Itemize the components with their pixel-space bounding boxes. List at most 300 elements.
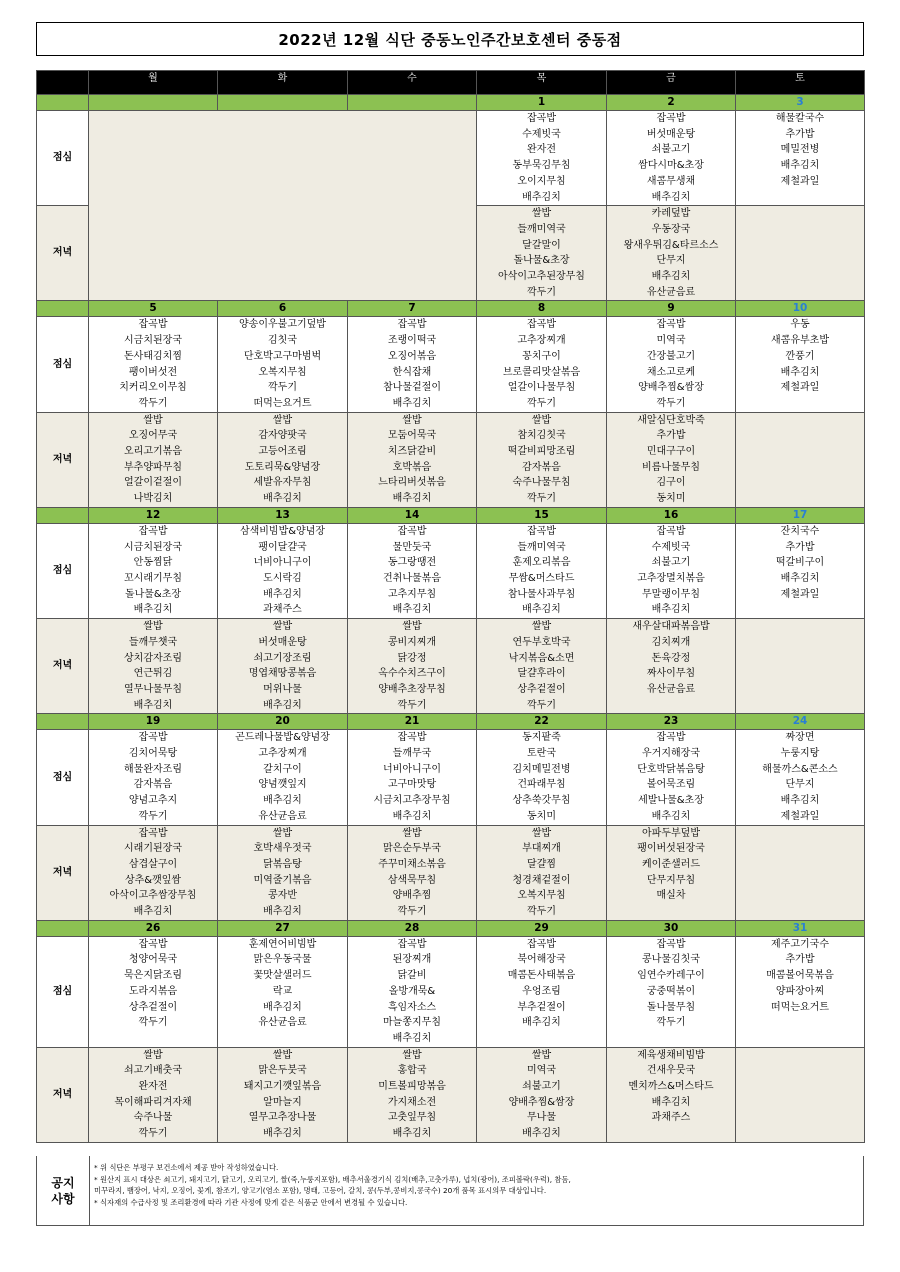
lunch-menu-cell bbox=[348, 317, 477, 412]
menu-item: 김치어묵탕 bbox=[128, 748, 178, 760]
menu-item: 해물칼국수 bbox=[775, 113, 825, 124]
dinner-menu-cell bbox=[348, 1047, 477, 1142]
dinner-menu-cell bbox=[477, 619, 607, 714]
menu-item: 상추쑥갓무침 bbox=[512, 795, 571, 807]
lunch-label: 점심 bbox=[37, 111, 89, 206]
lunch-menu-cell bbox=[348, 936, 477, 1047]
lunch-menu-cell bbox=[477, 111, 607, 206]
menu-item: 알마늘지 bbox=[263, 1096, 302, 1108]
notice-body bbox=[90, 1156, 863, 1225]
menu-item: 추가밥 bbox=[785, 541, 815, 553]
menu-item: 아삭이고추쌈장무침 bbox=[109, 890, 197, 902]
dinner-label: 저녁 bbox=[37, 825, 89, 920]
menu-item: 건파래무침 bbox=[517, 779, 566, 791]
menu-item: 올방개묵& bbox=[388, 985, 436, 997]
date-cell: 3 bbox=[736, 95, 865, 111]
menu-item: 우거지해장국 bbox=[642, 748, 700, 760]
dinner-menu-cell bbox=[348, 412, 477, 507]
menu-item: 깍두기 bbox=[138, 810, 168, 822]
lunch-menu-cell bbox=[607, 936, 736, 1047]
menu-item: 된장찌개 bbox=[392, 954, 432, 966]
menu-item: 잡곡밥 bbox=[527, 319, 556, 331]
menu-item: 배추김치 bbox=[263, 795, 302, 807]
menu-item: 매콤볼어묵볶음 bbox=[766, 970, 834, 982]
lunch-menu-cell bbox=[477, 936, 607, 1047]
menu-item: 유산균음료 bbox=[258, 1017, 307, 1029]
dinner-menu-cell bbox=[89, 825, 218, 920]
menu-item: 깍두기 bbox=[527, 699, 556, 711]
menu-item: 미역국 bbox=[656, 335, 686, 347]
menu-item: 양배추찜&쌈장 bbox=[638, 382, 704, 394]
menu-item: 아삭이고추된장무침 bbox=[498, 271, 585, 283]
menu-item: 떡갈비구이 bbox=[775, 557, 825, 569]
menu-item: 콩나물김칫국 bbox=[642, 954, 700, 966]
menu-item: 짜장면 bbox=[785, 732, 815, 744]
menu-item: 달걀후라이 bbox=[517, 668, 566, 680]
menu-item: 감자볶음 bbox=[133, 779, 173, 791]
menu-item: 제주고기국수 bbox=[771, 938, 829, 950]
menu-item: 돈사태김치찜 bbox=[124, 350, 182, 362]
dinner-row bbox=[37, 825, 865, 920]
dinner-menu-cell bbox=[736, 1047, 865, 1142]
menu-item: 한식잡채 bbox=[392, 366, 432, 378]
menu-item: 쌀밥 bbox=[143, 414, 163, 426]
menu-item: 숙주나물무침 bbox=[512, 477, 571, 489]
menu-item: 양배추찜 bbox=[392, 890, 432, 902]
dinner-menu-cell bbox=[218, 825, 348, 920]
menu-table bbox=[36, 70, 865, 1143]
dinner-menu-cell bbox=[736, 206, 865, 301]
menu-item: 쇠불고기 bbox=[651, 144, 691, 156]
menu-item: 단무지 bbox=[785, 779, 815, 791]
menu-item: 돌나물&초장 bbox=[513, 255, 570, 267]
menu-item: 수제빗국 bbox=[651, 541, 691, 553]
menu-item: 맑은두붓국 bbox=[258, 1065, 307, 1077]
menu-item: 배추김치 bbox=[651, 1096, 691, 1108]
menu-item: 추가밥 bbox=[656, 430, 686, 442]
menu-item: 나박김치 bbox=[133, 493, 173, 505]
menu-item: 건새우뭇국 bbox=[646, 1065, 696, 1077]
menu-item: 김치메밀전병 bbox=[512, 763, 571, 775]
menu-item: 동치미 bbox=[656, 493, 686, 505]
lunch-row bbox=[37, 730, 865, 825]
menu-item: 떡갈비피망조림 bbox=[507, 446, 576, 458]
menu-item: 우동 bbox=[790, 319, 810, 331]
menu-item: 곤드레나물밥&양념장 bbox=[235, 732, 330, 744]
menu-item: 콩자반 bbox=[268, 890, 297, 902]
menu-item: 깍두기 bbox=[656, 397, 686, 409]
dinner-label: 저녁 bbox=[37, 206, 89, 301]
menu-item: 돼지고기깻잎볶음 bbox=[243, 1081, 322, 1093]
menu-item: 메밀전병 bbox=[780, 144, 820, 156]
menu-item: 치즈닭갈비 bbox=[387, 446, 437, 458]
menu-item: 배추김치 bbox=[651, 191, 691, 203]
lunch-label: 점심 bbox=[37, 730, 89, 825]
day-header-sat: 토 bbox=[736, 71, 865, 95]
menu-item: 오징어무국 bbox=[128, 430, 178, 442]
menu-item: 부추양파무침 bbox=[124, 461, 182, 473]
menu-item: 간장불고기 bbox=[646, 350, 696, 362]
menu-item: 배추김치 bbox=[263, 699, 302, 711]
menu-item: 잡곡밥 bbox=[397, 319, 427, 331]
lunch-menu-cell bbox=[607, 523, 736, 618]
menu-item: 상치감자조림 bbox=[124, 652, 182, 664]
menu-item: 시금치된장국 bbox=[124, 541, 182, 553]
lunch-label: 점심 bbox=[37, 936, 89, 1047]
menu-item: 쌀밥 bbox=[402, 621, 422, 633]
menu-item: 돌나물무침 bbox=[646, 1001, 696, 1013]
menu-item: 완자전 bbox=[138, 1081, 168, 1093]
dinner-menu-cell bbox=[607, 412, 736, 507]
menu-item: 치커리오이무침 bbox=[119, 382, 187, 394]
menu-item: 세발유자무침 bbox=[253, 477, 312, 489]
menu-item: 시래기된장국 bbox=[124, 843, 182, 855]
lunch-menu-cell bbox=[477, 730, 607, 825]
menu-item: 삼색묵무침 bbox=[387, 874, 437, 886]
menu-item: 참나물겉절이 bbox=[383, 382, 441, 394]
menu-item: 느타리버섯볶음 bbox=[378, 477, 446, 489]
menu-item: 배추김치 bbox=[392, 1128, 432, 1140]
menu-item: 참나물사과무침 bbox=[507, 588, 576, 600]
menu-item: 잡곡밥 bbox=[397, 732, 427, 744]
menu-item: 쌀밥 bbox=[143, 1049, 163, 1061]
menu-item: 부추겉절이 bbox=[517, 1001, 566, 1013]
lunch-menu-cell bbox=[736, 317, 865, 412]
menu-item: 배추김치 bbox=[263, 1001, 302, 1013]
notice-label-line: 공지 bbox=[51, 1175, 75, 1190]
menu-item: 오복지무침 bbox=[517, 890, 566, 902]
menu-item: 배추김치 bbox=[522, 604, 561, 616]
menu-item: 깍두기 bbox=[268, 382, 297, 394]
date-cell bbox=[89, 95, 218, 111]
day-header-thu: 목 bbox=[477, 71, 607, 95]
date-row-label bbox=[37, 507, 89, 523]
date-row-label bbox=[37, 95, 89, 111]
menu-item: 청양어묵국 bbox=[128, 954, 178, 966]
menu-item: 배추김치 bbox=[780, 572, 820, 584]
menu-item: 배추김치 bbox=[651, 271, 691, 283]
menu-item: 매실차 bbox=[656, 890, 686, 902]
notice-line: * 식자재의 수급사정 및 조리환경에 따라 기관 사정에 맞게 같은 식품군 안에서 변경될 수 있습니다. bbox=[94, 1197, 408, 1207]
menu-item: 동치미 bbox=[527, 810, 556, 822]
lunch-menu-cell bbox=[89, 730, 218, 825]
menu-item: 쌀밥 bbox=[143, 621, 163, 633]
date-cell: 19 bbox=[89, 714, 218, 730]
dinner-menu-cell bbox=[736, 825, 865, 920]
menu-item: 꼬시래기무침 bbox=[124, 572, 182, 584]
menu-item: 매콤돈사태볶음 bbox=[507, 970, 576, 982]
menu-item: 깍두기 bbox=[527, 493, 556, 505]
menu-item: 배추김치 bbox=[392, 1032, 432, 1044]
date-cell bbox=[218, 95, 348, 111]
menu-item: 배추김치 bbox=[133, 699, 173, 711]
date-row bbox=[37, 920, 865, 936]
date-cell: 28 bbox=[348, 920, 477, 936]
dinner-menu-cell bbox=[348, 619, 477, 714]
menu-item: 김칫국 bbox=[268, 335, 297, 347]
menu-item: 훈제오리볶음 bbox=[512, 557, 571, 569]
menu-item: 왕새우튀김&타르소스 bbox=[623, 239, 719, 251]
menu-item: 배추김치 bbox=[392, 397, 432, 409]
date-row bbox=[37, 507, 865, 523]
date-cell: 29 bbox=[477, 920, 607, 936]
menu-item: 맑은우동국물 bbox=[253, 954, 312, 966]
menu-item: 감자양팟국 bbox=[258, 430, 307, 442]
menu-item: 미트볼피망볶음 bbox=[378, 1081, 446, 1093]
date-cell: 6 bbox=[218, 301, 348, 317]
notice-line: * 원산지 표시 대상은 쇠고기, 돼지고기, 닭고기, 오리고기, 쌀(죽,누룽지포함), 배추서울경기식 김치(배추,고춧가루), 넙치(광어), 조피볼락(우럭), 참돔, bbox=[94, 1174, 571, 1184]
lunch-menu-cell bbox=[736, 730, 865, 825]
menu-item: 고등어조림 bbox=[258, 446, 307, 458]
menu-item: 배추김치 bbox=[392, 810, 432, 822]
dinner-label: 저녁 bbox=[37, 412, 89, 507]
menu-item: 들깨미역국 bbox=[517, 541, 566, 553]
menu-item: 쌀밥 bbox=[402, 414, 422, 426]
date-cell: 17 bbox=[736, 507, 865, 523]
menu-item: 돈육강정 bbox=[651, 652, 691, 664]
menu-item: 수제빗국 bbox=[522, 128, 561, 140]
menu-item: 잔치국수 bbox=[780, 525, 820, 537]
dinner-menu-cell bbox=[218, 1047, 348, 1142]
menu-item: 우엉조림 bbox=[522, 985, 561, 997]
menu-item: 쌀밥 bbox=[272, 1049, 293, 1061]
day-header-mon: 월 bbox=[89, 71, 218, 95]
dinner-row bbox=[37, 619, 865, 714]
menu-item: 깍두기 bbox=[397, 699, 427, 711]
date-cell: 8 bbox=[477, 301, 607, 317]
menu-item: 동지팥죽 bbox=[522, 732, 561, 744]
menu-item: 낙지볶음&소면 bbox=[508, 652, 575, 664]
lunch-menu-cell bbox=[736, 936, 865, 1047]
lunch-menu-cell bbox=[218, 936, 348, 1047]
menu-item: 머위나물 bbox=[263, 683, 302, 695]
menu-item: 꽃맛살샐러드 bbox=[253, 970, 312, 982]
menu-item: 깍두기 bbox=[656, 1017, 686, 1029]
menu-item: 호박새우젓국 bbox=[253, 843, 312, 855]
dinner-menu-cell bbox=[607, 825, 736, 920]
lunch-menu-cell bbox=[477, 317, 607, 412]
menu-item: 연두부호박국 bbox=[512, 636, 571, 648]
date-cell: 10 bbox=[736, 301, 865, 317]
date-cell: 27 bbox=[218, 920, 348, 936]
menu-item: 제철과일 bbox=[780, 175, 820, 187]
date-cell: 21 bbox=[348, 714, 477, 730]
menu-item: 상추겉절이 bbox=[128, 1001, 178, 1013]
page-title: 2022년 12월 식단 중동노인주간보호센터 중동점 bbox=[36, 22, 864, 56]
menu-item: 깍두기 bbox=[397, 906, 427, 918]
date-cell: 12 bbox=[89, 507, 218, 523]
menu-item: 쇠불고기 bbox=[651, 557, 691, 569]
menu-item: 삼색비빔밥&양념장 bbox=[239, 525, 326, 537]
menu-item: 잡곡밥 bbox=[656, 732, 686, 744]
dinner-menu-cell bbox=[477, 825, 607, 920]
dinner-menu-cell bbox=[607, 619, 736, 714]
date-row bbox=[37, 301, 865, 317]
menu-item: 달걀찜 bbox=[527, 858, 556, 870]
menu-item: 시금치고추장무침 bbox=[373, 795, 451, 807]
menu-item: 갈치구이 bbox=[263, 763, 302, 775]
date-cell: 31 bbox=[736, 920, 865, 936]
menu-item: 유산균음료 bbox=[258, 810, 307, 822]
menu-item: 닭볶음탕 bbox=[263, 858, 302, 870]
menu-item: 홍합국 bbox=[397, 1065, 427, 1077]
menu-item: 민대구구이 bbox=[646, 446, 696, 458]
date-cell: 9 bbox=[607, 301, 736, 317]
lunch-menu-cell bbox=[736, 523, 865, 618]
menu-item: 새우살대파볶음밥 bbox=[632, 621, 710, 633]
menu-item: 추가밥 bbox=[785, 954, 815, 966]
date-cell: 22 bbox=[477, 714, 607, 730]
menu-item: 채소고로케 bbox=[646, 366, 696, 378]
menu-item: 배추김치 bbox=[651, 604, 691, 616]
menu-item: 오징어볶음 bbox=[387, 350, 437, 362]
menu-item: 배추김치 bbox=[263, 493, 302, 505]
menu-item: 콩비지찌개 bbox=[387, 636, 437, 648]
menu-item: 팽이버섯된장국 bbox=[637, 843, 705, 855]
day-header-wed: 수 bbox=[348, 71, 477, 95]
menu-item: 잡곡밥 bbox=[138, 938, 168, 950]
dinner-menu-cell bbox=[607, 206, 736, 301]
menu-item: 카레덮밥 bbox=[651, 208, 691, 220]
menu-item: 잡곡밥 bbox=[138, 525, 168, 537]
menu-item: 맑은순두부국 bbox=[383, 843, 441, 855]
menu-item: 양배추초장무침 bbox=[378, 683, 446, 695]
menu-item: 배추김치 bbox=[263, 588, 302, 600]
menu-item: 비름나물무침 bbox=[642, 461, 700, 473]
menu-item: 배추김치 bbox=[522, 1128, 561, 1140]
menu-item: 쇠고기배춧국 bbox=[124, 1065, 182, 1077]
menu-item: 동그랑땡전 bbox=[387, 557, 437, 569]
notice-box bbox=[36, 1156, 864, 1226]
lunch-row bbox=[37, 523, 865, 618]
menu-item: 쌀밥 bbox=[531, 621, 552, 633]
menu-item: 마늘쫑지무침 bbox=[383, 1017, 441, 1029]
menu-item: 배추김치 bbox=[780, 160, 820, 172]
lunch-menu-cell bbox=[607, 730, 736, 825]
menu-item: 닭갈비 bbox=[397, 970, 427, 982]
menu-item: 단호박닭볶음탕 bbox=[637, 763, 705, 775]
menu-item: 건취나물볶음 bbox=[383, 572, 441, 584]
date-cell: 26 bbox=[89, 920, 218, 936]
menu-item: 배추김치 bbox=[263, 1128, 302, 1140]
notice-line: 미꾸라지, 뱀장어, 낙지, 오징어, 꽃게, 참조기, 양고기(염소 포함), 명태, 고등어, 갈치, 콩(두부,콩비지,콩국수) 20개 품목 표시의무 대상입니다. bbox=[94, 1186, 547, 1195]
date-cell: 7 bbox=[348, 301, 477, 317]
menu-item: 락교 bbox=[272, 985, 293, 997]
dinner-row bbox=[37, 1047, 865, 1142]
menu-item: 깍두기 bbox=[138, 1128, 168, 1140]
menu-item: 잡곡밥 bbox=[656, 319, 686, 331]
menu-item: 잡곡밥 bbox=[138, 732, 168, 744]
menu-item: 무나물 bbox=[527, 1112, 556, 1124]
menu-item: 쌀밥 bbox=[531, 208, 552, 220]
menu-item: 도시락김 bbox=[263, 572, 302, 584]
menu-item: 북어해장국 bbox=[517, 954, 566, 966]
menu-item: 쌀밥 bbox=[272, 621, 293, 633]
menu-item: 단호박고구마범벅 bbox=[243, 350, 322, 362]
date-cell: 24 bbox=[736, 714, 865, 730]
menu-item: 토란국 bbox=[527, 748, 556, 760]
lunch-menu-cell bbox=[89, 523, 218, 618]
day-header-tue: 화 bbox=[218, 71, 348, 95]
menu-item: 열무고추장나물 bbox=[248, 1112, 317, 1124]
dinner-label: 저녁 bbox=[37, 1047, 89, 1142]
menu-item: 감자볶음 bbox=[522, 461, 561, 473]
menu-item: 쌈다시마&초장 bbox=[638, 160, 704, 172]
dinner-menu-cell bbox=[477, 206, 607, 301]
menu-item: 쌀밥 bbox=[531, 414, 552, 426]
menu-item: 쌀밥 bbox=[402, 827, 422, 839]
menu-item: 시금치된장국 bbox=[124, 335, 182, 347]
lunch-menu-cell bbox=[218, 730, 348, 825]
menu-item: 깍두기 bbox=[138, 1017, 168, 1029]
menu-item: 가지채소전 bbox=[387, 1096, 437, 1108]
menu-item: 해물까스&콘소스 bbox=[762, 763, 838, 775]
menu-item: 무말랭이무침 bbox=[642, 588, 700, 600]
menu-item: 깍두기 bbox=[138, 397, 168, 409]
menu-item: 조랭이떡국 bbox=[387, 335, 437, 347]
menu-item: 임연수카레구이 bbox=[637, 970, 705, 982]
menu-item: 양념고추지 bbox=[128, 795, 178, 807]
menu-item: 단무지무침 bbox=[646, 874, 696, 886]
menu-item: 브로콜리맛살볶음 bbox=[502, 366, 581, 378]
menu-item: 숙주나물 bbox=[133, 1112, 173, 1124]
menu-item: 목이해파리겨자채 bbox=[114, 1096, 192, 1108]
menu-item: 쌀밥 bbox=[531, 827, 552, 839]
menu-item: 짜사이무침 bbox=[646, 668, 696, 680]
menu-item: 얼갈이겉절이 bbox=[124, 477, 182, 489]
menu-item: 멘치까스&머스타드 bbox=[628, 1081, 714, 1093]
date-cell: 13 bbox=[218, 507, 348, 523]
menu-item: 해물완자조림 bbox=[124, 763, 182, 775]
menu-item: 얼갈이나물무침 bbox=[507, 382, 576, 394]
menu-item: 고추지무침 bbox=[387, 588, 437, 600]
lunch-row bbox=[37, 317, 865, 412]
dinner-menu-cell bbox=[89, 412, 218, 507]
menu-item: 팽이버섯전 bbox=[128, 366, 178, 378]
menu-item: 미역줄기볶음 bbox=[253, 874, 312, 886]
date-cell: 23 bbox=[607, 714, 736, 730]
menu-item: 잡곡밥 bbox=[527, 525, 556, 537]
menu-item: 쌀밥 bbox=[272, 827, 293, 839]
dinner-menu-cell bbox=[736, 412, 865, 507]
dinner-menu-cell bbox=[89, 1047, 218, 1142]
menu-item: 과채주스 bbox=[263, 604, 302, 616]
menu-item: 제육생채비빔밥 bbox=[637, 1049, 705, 1061]
menu-item: 오복지무침 bbox=[258, 366, 307, 378]
menu-item: 배추김치 bbox=[133, 604, 173, 616]
menu-item: 세발나물&초장 bbox=[638, 795, 704, 807]
menu-item: 열무나물무침 bbox=[124, 683, 182, 695]
menu-item: 궁중떡볶이 bbox=[646, 985, 696, 997]
menu-item: 떠먹는요거트 bbox=[253, 397, 312, 409]
menu-item: 청경채겉절이 bbox=[512, 874, 571, 886]
menu-item: 새알심단호박죽 bbox=[637, 414, 705, 426]
date-cell: 16 bbox=[607, 507, 736, 523]
date-cell: 5 bbox=[89, 301, 218, 317]
menu-item: 도토리묵&양념장 bbox=[244, 461, 321, 473]
menu-item: 잡곡밥 bbox=[397, 938, 427, 950]
lunch-menu-cell bbox=[89, 936, 218, 1047]
dinner-row bbox=[37, 412, 865, 507]
menu-item: 버섯매운탕 bbox=[646, 128, 696, 140]
date-cell: 1 bbox=[477, 95, 607, 111]
menu-item: 버섯매운탕 bbox=[258, 636, 307, 648]
menu-item: 배추김치 bbox=[263, 906, 302, 918]
menu-item: 새콤무생채 bbox=[646, 175, 696, 187]
menu-item: 쇠불고기 bbox=[522, 1081, 561, 1093]
menu-item: 너비아니구이 bbox=[383, 763, 441, 775]
lunch-label: 점심 bbox=[37, 523, 89, 618]
